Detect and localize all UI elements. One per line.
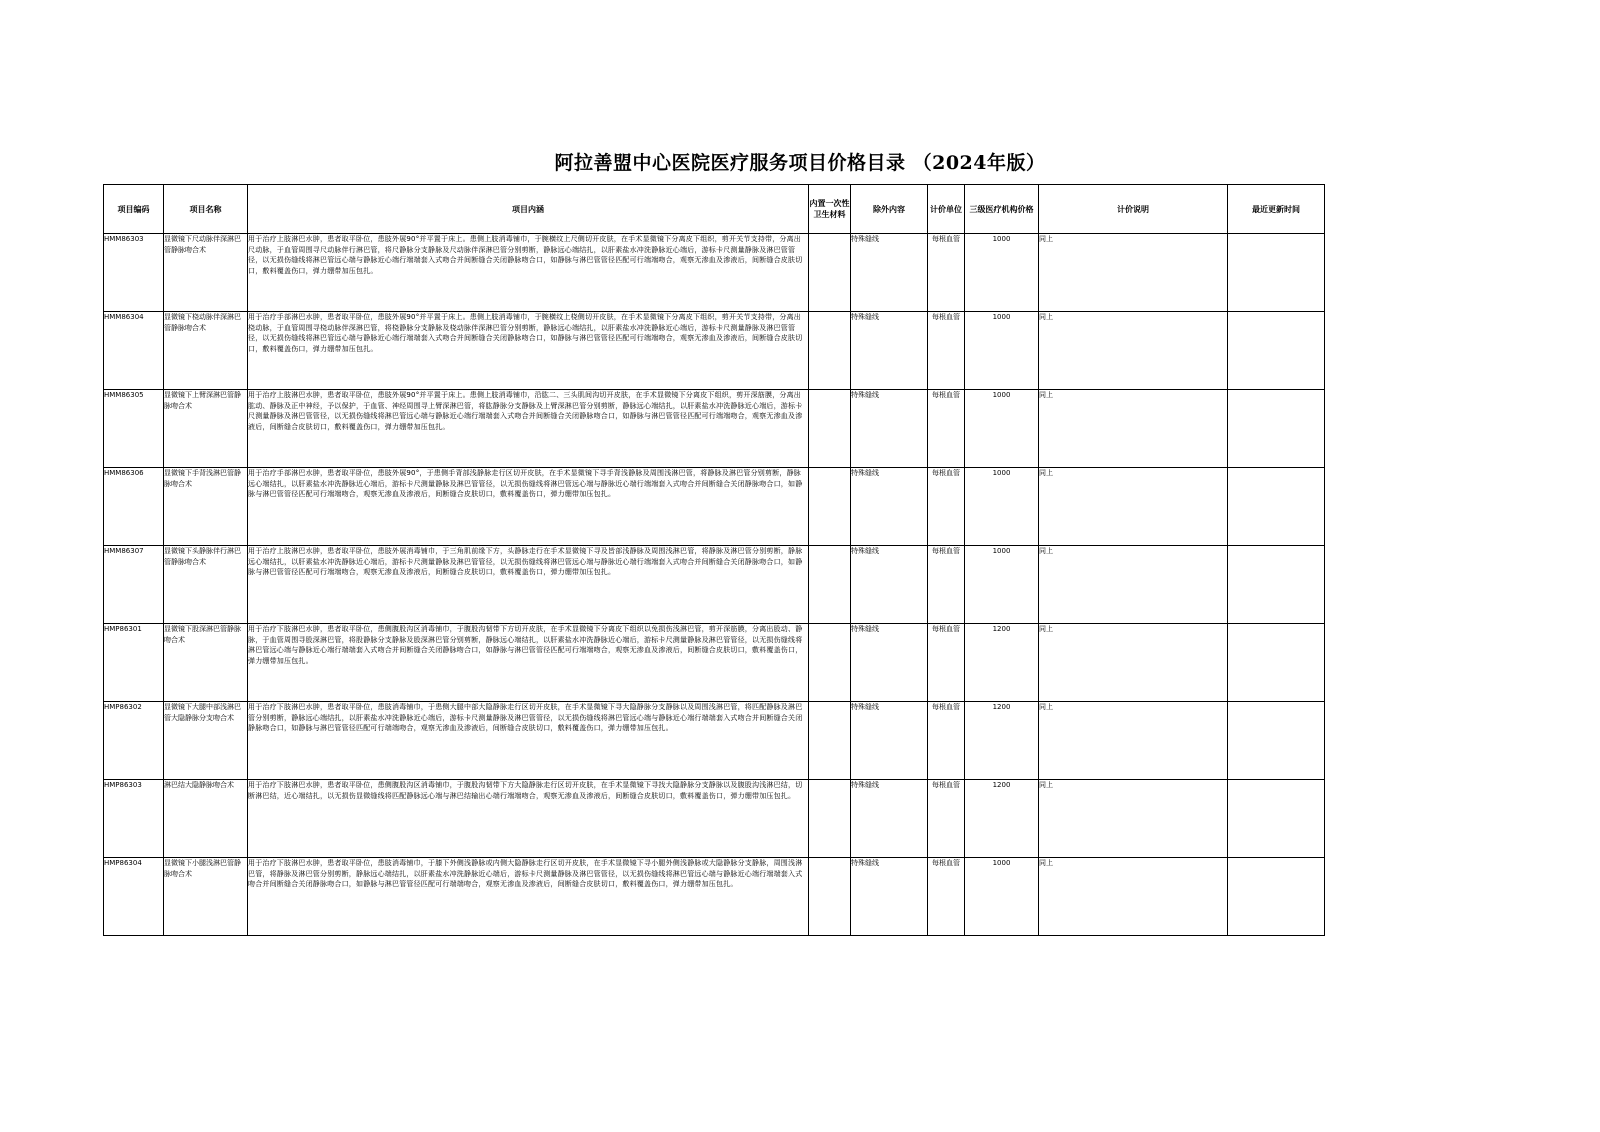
cell-unit: 每根血管 [928, 858, 965, 936]
cell-price: 1000 [965, 390, 1039, 468]
cell-price: 1200 [965, 780, 1039, 858]
cell-name: 显微镜下股深淋巴管静脉吻合术 [164, 624, 248, 702]
table-row [104, 468, 1325, 546]
cell-note: 同上 [1039, 312, 1228, 390]
header-unit: 计价单位 [928, 185, 965, 234]
cell-name: 淋巴结大隐静脉吻合术 [164, 780, 248, 858]
cell-price: 1000 [965, 234, 1039, 312]
cell-note: 同上 [1039, 624, 1228, 702]
cell-excluded: 特殊缝线 [851, 546, 928, 624]
cell-updated [1228, 702, 1325, 780]
cell-price: 1000 [965, 312, 1039, 390]
header-excluded: 除外内容 [851, 185, 928, 234]
cell-code: HMM86305 [104, 390, 164, 468]
cell-updated [1228, 390, 1325, 468]
cell-content: 用于治疗上肢淋巴水肿，患者取平卧位，患肢外展90°并平置于床上。患侧上肢消毒铺巾，于腕横纹上尺侧切开皮肤，在手术显微镜下分离皮下组织，剪开关节支持带，分离出尺动脉，于血管周围寻尺动脉伴行淋巴管，将尺静脉分支静脉及尺动脉伴深淋巴管分别剪断，静脉远心端结扎，以肝素盐水冲洗静脉近心端后，游标卡尺测量静脉及淋巴管管径，以无损伤缝线将淋巴管远心端与静脉近心端行端端套入式吻合并间断缝合关闭静脉吻合口，如静脉与淋巴管管径匹配可行端端吻合，观察无渗血及渗液后，间断缝合皮肤切口，敷料覆盖伤口，弹力绷带加压包扎。 [248, 234, 809, 312]
cell-price: 1200 [965, 702, 1039, 780]
cell-note: 同上 [1039, 546, 1228, 624]
cell-code: HMM86304 [104, 312, 164, 390]
cell-material [809, 390, 851, 468]
cell-content: 用于治疗上肢淋巴水肿，患者取平卧位，患肢外展消毒铺巾，于三角肌前缘下方，头静脉走行在手术显微镜下寻及皆部浅静脉及周围浅淋巴管，将静脉及淋巴管分别剪断，静脉远心端结扎，以肝素盐水冲洗静脉近心端后，游标卡尺测量静脉及淋巴管管径，以无损伤缝线将淋巴管远心端与静脉近心端行端端套入式吻合并间断缝合关闭静脉吻合口，如静脉与淋巴管管径匹配可行端端吻合，观察无渗血及渗液后，间断缝合皮肤切口，敷料覆盖伤口，弹力绷带加压包扎。 [248, 546, 809, 624]
table-row [104, 234, 1325, 312]
cell-updated [1228, 780, 1325, 858]
cell-excluded: 特殊缝线 [851, 780, 928, 858]
cell-material [809, 546, 851, 624]
cell-material [809, 234, 851, 312]
header-note: 计价说明 [1039, 185, 1228, 234]
cell-price: 1000 [965, 468, 1039, 546]
cell-note: 同上 [1039, 858, 1228, 936]
cell-name: 显微镜下小腿浅淋巴管静脉吻合术 [164, 858, 248, 936]
cell-name: 显微镜下大腿中部浅淋巴管大隐静脉分支吻合术 [164, 702, 248, 780]
cell-content: 用于治疗下肢淋巴水肿，患者取平卧位，患侧腹股沟区消毒铺巾，于腹股沟韧带下方切开皮肤，在手术显微镜下分离皮下组织以免损伤浅淋巴管，剪开深筋膜，分离出股动、静脉，于血管周围寻股深淋巴管，将股静脉分支静脉及股深淋巴管分别剪断，静脉远心端结扎，以肝素盐水冲洗静脉近心端后，游标卡尺测量静脉及淋巴管管径，以无损伤缝线将淋巴管远心端与静脉近心端行端端套入式吻合并间断缝合关闭静脉吻合口，如静脉与淋巴管管径匹配可行端端吻合，观察无渗血及渗液后，间断缝合皮肤切口，敷料覆盖伤口，弹力绷带加压包扎。 [248, 624, 809, 702]
cell-excluded: 特殊缝线 [851, 624, 928, 702]
cell-material [809, 702, 851, 780]
cell-unit: 每根血管 [928, 546, 965, 624]
cell-code: HMM86303 [104, 234, 164, 312]
header-content: 项目内涵 [248, 185, 809, 234]
table-row [104, 780, 1325, 858]
cell-excluded: 特殊缝线 [851, 234, 928, 312]
document-title: 阿拉善盟中心医院医疗服务项目价格目录 （2024年版） [554, 152, 1046, 174]
cell-name: 显微镜下上臂深淋巴管静脉吻合术 [164, 390, 248, 468]
cell-content: 用于治疗手部淋巴水肿，患者取平卧位，患肢外展90°，于患侧手背部浅静脉走行区切开皮肤，在手术显微镜下寻手背浅静脉及周围浅淋巴管，将静脉及淋巴管分别剪断，静脉远心端结扎，以肝素盐水冲洗静脉近心端后，游标卡尺测量静脉及淋巴管管径，以无损伤缝线将淋巴管远心端与静脉近心端行端端套入式吻合并间断缝合关闭静脉吻合口，如静脉与淋巴管管径匹配可行端端吻合，观察无渗血及渗液后，间断缝合皮肤切口，敷料覆盖伤口，弹力绷带加压包扎。 [248, 468, 809, 546]
cell-material [809, 624, 851, 702]
table-header-row [104, 185, 1325, 234]
cell-code: HMP86302 [104, 702, 164, 780]
cell-name: 显微镜下手背浅淋巴管静脉吻合术 [164, 468, 248, 546]
cell-unit: 每根血管 [928, 312, 965, 390]
cell-updated [1228, 624, 1325, 702]
cell-content: 用于治疗下肢淋巴水肿，患者取平卧位，患侧腹股沟区消毒铺巾，于腹股沟韧带下方大隐静脉走行区切开皮肤，在手术显微镜下寻找大隐静脉分支静脉以及腹股沟浅淋巴结，切断淋巴结，近心端结扎，以无损伤显微缝线将匹配静脉远心端与淋巴结输出心端行端端吻合，观察无渗血及渗液后，间断缝合皮肤切口，敷料覆盖伤口，弹力绷带加压包扎。 [248, 780, 809, 858]
cell-note: 同上 [1039, 234, 1228, 312]
header-material: 内置一次性卫生材料 [809, 185, 851, 234]
cell-content: 用于治疗上肢淋巴水肿，患者取平卧位，患肢外展90°并平置于床上。患侧上肢消毒铺巾，沿肱二、三头肌间沟切开皮肤，在手术显微镜下分离皮下组织，剪开深筋膜，分离出肱动、静脉及正中神经，予以保护，于血管、神经周围寻上臂深淋巴管，将肱静脉分支静脉及上臂深淋巴管分别剪断，静脉远心端结扎，以肝素盐水冲洗静脉近心端后，游标卡尺测量静脉及淋巴管管径，以无损伤缝线将淋巴管远心端与静脉近心端行端端套入式吻合并间断缝合关闭静脉吻合口，如静脉与淋巴管管径匹配可行端端吻合，观察无渗血及渗液后，间断缝合皮肤切口，敷料覆盖伤口，弹力绷带加压包扎。 [248, 390, 809, 468]
cell-unit: 每根血管 [928, 780, 965, 858]
table-row [104, 624, 1325, 702]
cell-unit: 每根血管 [928, 624, 965, 702]
cell-name: 显微镜下桡动脉伴深淋巴管静脉吻合术 [164, 312, 248, 390]
table-row [104, 390, 1325, 468]
cell-material [809, 780, 851, 858]
cell-updated [1228, 858, 1325, 936]
cell-excluded: 特殊缝线 [851, 468, 928, 546]
cell-material [809, 468, 851, 546]
cell-content: 用于治疗下肢淋巴水肿，患者取平卧位，患肢消毒铺巾，于患侧大腿中部大隐静脉走行区切开皮肤，在手术显微镜下寻大隐静脉分支静脉以及周围浅淋巴管，将匹配静脉及淋巴管分别剪断，静脉远心端结扎，以肝素盐水冲洗静脉近心端后，游标卡尺测量静脉及淋巴管管径，以无损伤缝线将淋巴管远心端与静脉近心端行端端套入式吻合并间断缝合关闭静脉吻合口，如静脉与淋巴管管径匹配可行端端吻合，观察无渗血及渗液后，间断缝合皮肤切口，敷料覆盖伤口，弹力绷带加压包扎。 [248, 702, 809, 780]
cell-unit: 每根血管 [928, 468, 965, 546]
cell-unit: 每根血管 [928, 702, 965, 780]
header-code: 项目编码 [104, 185, 164, 234]
cell-code: HMM86306 [104, 468, 164, 546]
cell-updated [1228, 312, 1325, 390]
header-price: 三级医疗机构价格 [965, 185, 1039, 234]
cell-note: 同上 [1039, 468, 1228, 546]
cell-content: 用于治疗下肢淋巴水肿，患者取平卧位，患肢消毒铺巾，于膝下外侧浅静脉或内侧大隐静脉走行区切开皮肤，在手术显微镜下寻小腿外侧浅静脉或大隐静脉分支静脉，周围浅淋巴管，将静脉及淋巴管分别剪断，静脉远心端结扎，以肝素盐水冲洗静脉近心端后，游标卡尺测量静脉及淋巴管管径，以无损伤缝线将淋巴管远心端与静脉近心端行端端套入式吻合并间断缝合关闭静脉吻合口，如静脉与淋巴管管径匹配可行端端吻合，观察无渗血及渗液后，间断缝合皮肤切口，敷料覆盖伤口，弹力绷带加压包扎。 [248, 858, 809, 936]
cell-excluded: 特殊缝线 [851, 702, 928, 780]
cell-code: HMP86304 [104, 858, 164, 936]
cell-material [809, 312, 851, 390]
cell-unit: 每根血管 [928, 234, 965, 312]
cell-name: 显微镜下尺动脉伴深淋巴管静脉吻合术 [164, 234, 248, 312]
cell-material [809, 858, 851, 936]
table-row [104, 702, 1325, 780]
cell-code: HMP86301 [104, 624, 164, 702]
cell-excluded: 特殊缝线 [851, 858, 928, 936]
cell-excluded: 特殊缝线 [851, 390, 928, 468]
table-row [104, 312, 1325, 390]
price-table [103, 184, 1325, 936]
table-row [104, 858, 1325, 936]
cell-code: HMM86307 [104, 546, 164, 624]
cell-excluded: 特殊缝线 [851, 312, 928, 390]
header-updated: 最近更新时间 [1228, 185, 1325, 234]
cell-updated [1228, 234, 1325, 312]
cell-price: 1000 [965, 858, 1039, 936]
cell-code: HMP86303 [104, 780, 164, 858]
cell-content: 用于治疗手部淋巴水肿，患者取平卧位，患肢外展90°并平置于床上。患侧上肢消毒铺巾，于腕横纹上桡侧切开皮肤，在手术显微镜下分离皮下组织，剪开关节支持带，分离出桡动脉，于血管周围寻桡动脉伴深淋巴管，将桡静脉分支静脉及桡动脉伴深淋巴管分别剪断，静脉远心端结扎，以肝素盐水冲洗静脉近心端后，游标卡尺测量静脉及淋巴管管径，以无损伤缝线将淋巴管远心端与静脉近心端行端端套入式吻合并间断缝合关闭静脉吻合口，如静脉与淋巴管管径匹配可行端端吻合，观察无渗血及渗液后，间断缝合皮肤切口，敷料覆盖伤口，弹力绷带加压包扎。 [248, 312, 809, 390]
cell-note: 同上 [1039, 390, 1228, 468]
header-name: 项目名称 [164, 185, 248, 234]
cell-updated [1228, 546, 1325, 624]
cell-unit: 每根血管 [928, 390, 965, 468]
cell-note: 同上 [1039, 702, 1228, 780]
cell-price: 1000 [965, 546, 1039, 624]
table-row [104, 546, 1325, 624]
cell-note: 同上 [1039, 780, 1228, 858]
cell-name: 显微镜下头静脉伴行淋巴管静脉吻合术 [164, 546, 248, 624]
cell-price: 1200 [965, 624, 1039, 702]
cell-updated [1228, 468, 1325, 546]
